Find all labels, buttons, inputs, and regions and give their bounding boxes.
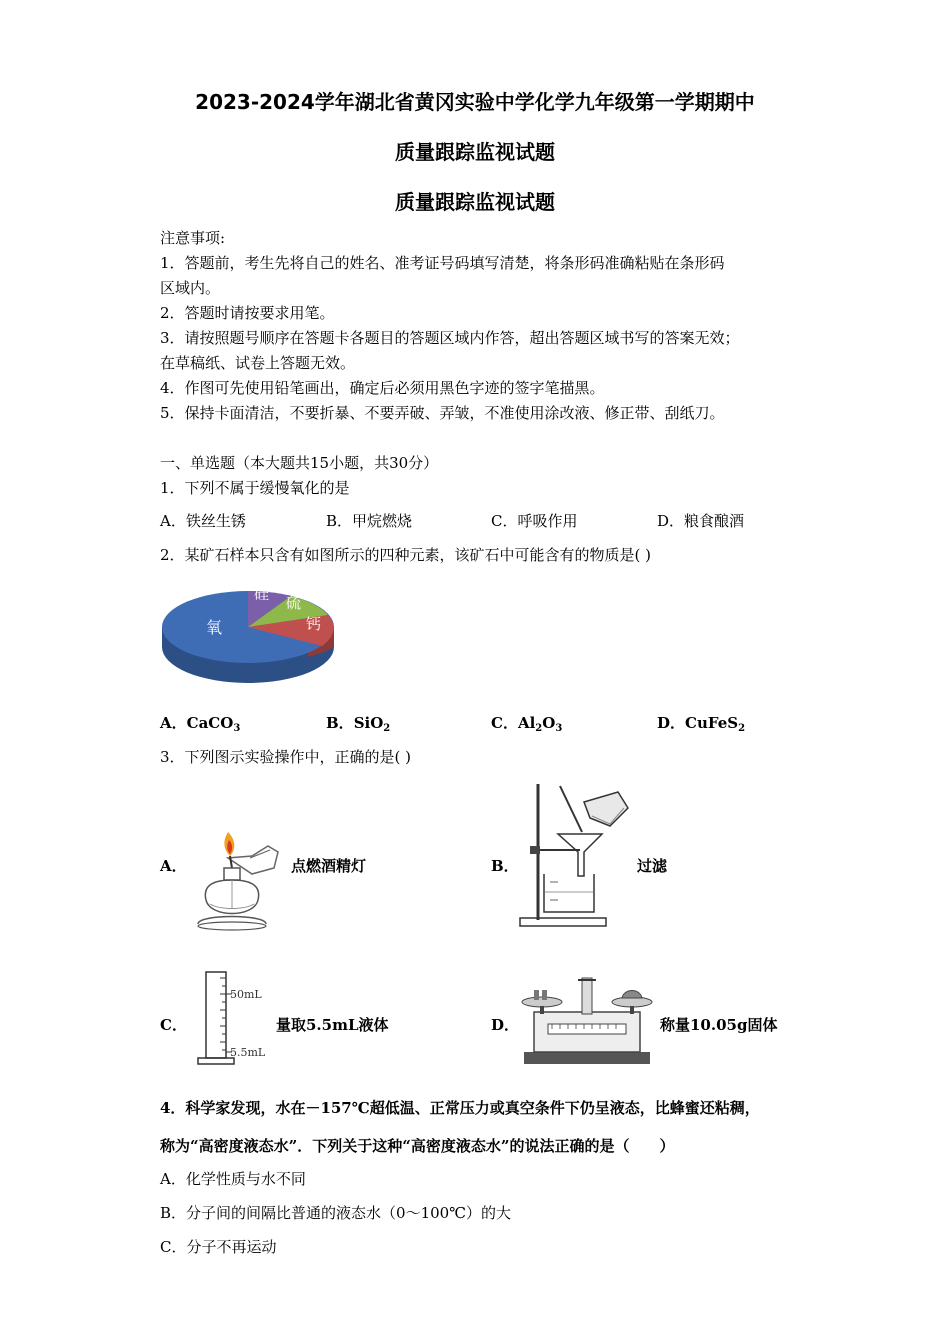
pie-label-silicon: 硅 bbox=[254, 585, 270, 603]
cylinder-mark-50ml: 50mL bbox=[230, 988, 262, 1001]
exam-title-line-3: 质量跟踪监视试题 bbox=[395, 190, 555, 214]
filtration-apparatus-icon bbox=[518, 778, 634, 932]
q2-option-c[interactable]: C．$Al_2O_3$ bbox=[491, 714, 563, 734]
notice-item: 3．请按照题号顺序在答题卡各题目的答题区域内作答，超出答题区域书写的答案无效； bbox=[160, 329, 740, 347]
question-3-stem: 3．下列图示实验操作中，正确的是( ) bbox=[160, 748, 412, 766]
q2-option-b[interactable]: B．SiO$_2$ bbox=[326, 714, 391, 734]
notice-item: 1．答题前，考生先将自己的姓名、准考证号码填写清楚，将条形码准确粘贴在条形码 bbox=[160, 254, 725, 272]
q2-option-d[interactable]: D．CuFeS$_2$ bbox=[657, 714, 746, 734]
notice-item: 2．答题时请按要求用笔。 bbox=[160, 304, 335, 322]
cylinder-mark-5.5ml: 5.5mL bbox=[230, 1046, 266, 1059]
pie-label-sulfur: 硫 bbox=[286, 594, 302, 612]
alcohol-lamp-lighting-icon bbox=[192, 828, 284, 934]
q3-option-d-caption: 称量10.05g固体 bbox=[660, 1016, 778, 1034]
q3-option-b-letter[interactable]: B． bbox=[491, 857, 519, 875]
section-heading: 一、单选题（本大题共15小题，共30分） bbox=[160, 454, 439, 472]
pie-label-calcium: 钙 bbox=[306, 615, 322, 633]
question-2-stem: 2．某矿石样本只含有如图所示的四种元素，该矿石中可能含有的物质是( ) bbox=[160, 546, 652, 564]
q3-option-a-caption: 点燃酒精灯 bbox=[291, 857, 367, 875]
q1-option-d[interactable]: D．粮食酿酒 bbox=[657, 512, 745, 530]
q4-option-a[interactable]: A．化学性质与水不同 bbox=[160, 1170, 306, 1188]
notice-heading: 注意事项: bbox=[160, 229, 226, 247]
question-1-stem: 1．下列不属于缓慢氧化的是 bbox=[160, 479, 350, 497]
notice-item: 在草稿纸、试卷上答题无效。 bbox=[160, 354, 356, 372]
question-4-stem-line-1: 4．科学家发现，水在－157℃超低温、正常压力或真空条件下仍呈液态，比蜂蜜还粘稠， bbox=[160, 1099, 760, 1117]
q3-option-d-letter[interactable]: D． bbox=[491, 1016, 520, 1034]
q4-option-b[interactable]: B．分子间的间隔比普通的液态水（0～100℃）的大 bbox=[160, 1204, 511, 1222]
exam-title-line-2: 质量跟踪监视试题 bbox=[395, 140, 555, 164]
q3-option-b-caption: 过滤 bbox=[637, 857, 668, 875]
notice-item: 区域内。 bbox=[160, 279, 221, 297]
question-4-stem-line-2: 称为“高密度液态水”．下列关于这种“高密度液态水”的说法正确的是（ ） bbox=[160, 1137, 675, 1155]
notice-item: 5．保持卡面清洁，不要折暴、不要弄破、弄皱，不准使用涂改液、修正带、刮纸刀。 bbox=[160, 404, 725, 422]
q1-option-a[interactable]: A．铁丝生锈 bbox=[160, 512, 246, 530]
graduated-cylinder-icon bbox=[194, 968, 274, 1068]
element-pie-chart bbox=[158, 575, 340, 685]
q1-option-b[interactable]: B．甲烷燃烧 bbox=[326, 512, 413, 530]
q1-option-c[interactable]: C．呼吸作用 bbox=[491, 512, 578, 530]
q3-option-c-caption: 量取5.5mL液体 bbox=[276, 1016, 389, 1034]
exam-title-line-1: 2023-2024学年湖北省黄冈实验中学化学九年级第一学期期中 bbox=[195, 90, 755, 114]
notice-item: 4．作图可先使用铅笔画出，确定后必须用黑色字迹的签字笔描黑。 bbox=[160, 379, 605, 397]
q2-option-a[interactable]: A．CaCO$_3$ bbox=[160, 714, 241, 734]
q3-option-c-letter[interactable]: C． bbox=[160, 1016, 187, 1034]
q4-option-c[interactable]: C．分子不再运动 bbox=[160, 1238, 277, 1256]
q3-option-a-letter[interactable]: A． bbox=[160, 857, 187, 875]
balance-scale-icon bbox=[518, 972, 656, 1068]
pie-label-oxygen: 氧 bbox=[206, 618, 223, 637]
